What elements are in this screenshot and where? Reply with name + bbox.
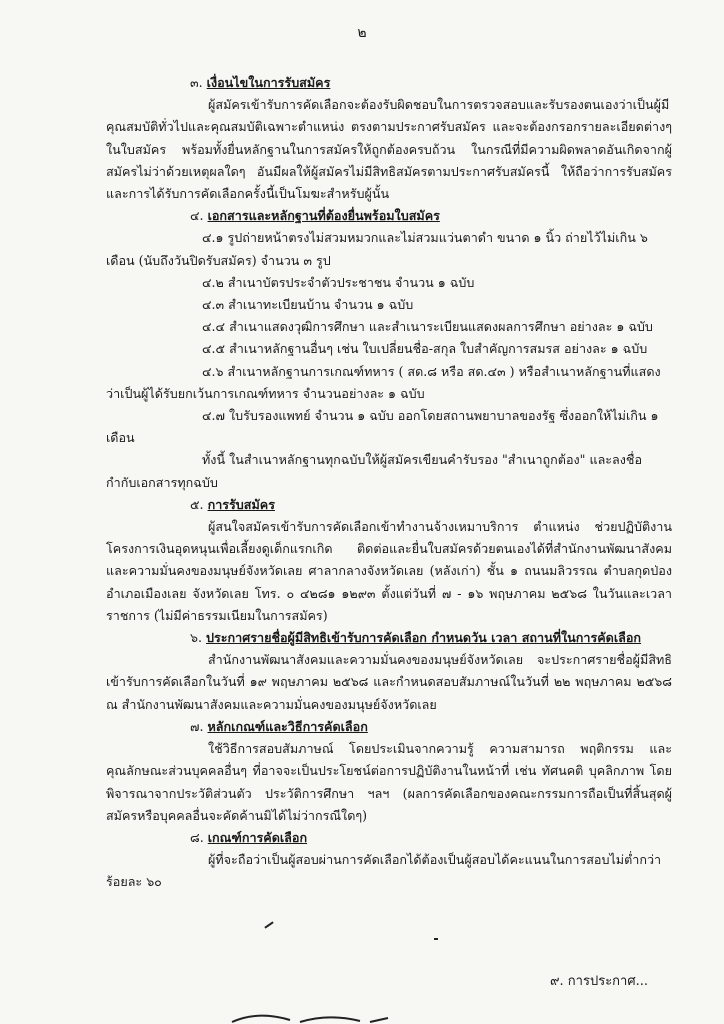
section-8-heading [106, 827, 672, 849]
doc-item-4-6: ๔.๖ สำเนาหลักฐานการเกณฑ์ทหาร ( สด.๘ หรือ สด.๔๓ ) หรือสำเนาหลักฐานที่แสดงว่าเป็นผู้ได้รับยกเว้นการเกณฑ์ทหาร จำนวนอย่างละ ๑ ฉบับ [106, 363, 661, 401]
section-7-paragraph: ใช้วิธีการสอบสัมภาษณ์ โดยประเมินจากความรู้ ความสามารถ พฤติกรรม และคุณลักษณะส่วนบุคคลอื่นๆ ที่อาจจะเป็นประโยชน์ต่อการปฏิบัติงานในหน้าที่ เช่น ทัศนคติ บุคลิกภาพ โดยพิจารณาจากประวัติส่วนตัว ประวัติการศึกษา ฯลฯ (ผลการคัดเลือกของคณะกรรมการถือเป็นที่สิ้นสุดผู้สมัครหรือบุคคลอื่นจะคัดค้านมิได้ไม่ว่ากรณีใดๆ) [106, 741, 672, 823]
section-8-paragraph: ผู้ที่จะถือว่าเป็นผู้สอบผ่านการคัดเลือกได้ต้องเป็นผู้สอบได้คะแนนในการสอบไม่ต่ำกว่าร้อยละ ๖๐ [106, 852, 662, 890]
doc-item-4-7: ๔.๗ ใบรับรองแพทย์ จำนวน ๑ ฉบับ ออกโดยสถานพยาบาลของรัฐ ซึ่งออกให้ไม่เกิน ๑ เดือน [106, 408, 659, 446]
page-number: ๒ [357, 25, 367, 41]
section-8-title: เกณฑ์การคัดเลือก [207, 829, 308, 845]
doc-item-4-5: ๔.๕ สำเนาหลักฐานอื่นๆ เช่น ใบเปลี่ยนชื่อ-สกุล ใบสำคัญการสมรส อย่างละ ๑ ฉบับ [202, 341, 648, 357]
cut-off-text-fragment [230, 1010, 390, 1024]
section-6-title: ประกาศรายชื่อผู้มีสิทธิเข้ารับการคัดเลือก กำหนดวัน เวลา สถานที่ในการคัดเลือก [206, 630, 642, 646]
section-4-heading [106, 205, 672, 227]
section-3-paragraph: ผู้สมัครเข้ารับการคัดเลือกจะต้องรับผิดชอบในการตรวจสอบและรับรองตนเองว่าเป็นผู้มีคุณสมบัติทั่วไปและคุณสมบัติเฉพาะตำแหน่ง ตรงตามประกาศรับสมัคร และจะต้องกรอกรายละเอียดต่างๆ ในใบสมัคร พร้อมทั้งยื่นหลักฐานในการสมัครให้ถูกต้องครบถ้วน ในกรณีที่มีความผิดพลาดอันเกิดจากผู้สมัครไม่ว่าด้วยเหตุผลใดๆ อันมีผลให้ผู้สมัครไม่มีสิทธิสมัครตามประกาศรับสมัครนี้ ให้ถือว่าการรับสมัครและการได้รับการคัดเลือกครั้งนี้เป็นโมฆะสำหรับผู้นั้น [106, 97, 672, 202]
section-5-number: ๕. [190, 496, 204, 512]
document-body [106, 72, 672, 894]
doc-item-4-1: ๔.๑ รูปถ่ายหน้าตรงไม่สวมหมวกและไม่สวมแว่นตาดำ ขนาด ๑ นิ้ว ถ่ายไว้ไม่เกิน ๖ เดือน (นับถึงวันปิดรับสมัคร) จำนวน ๓ รูป [106, 230, 648, 268]
section-4-note: ทั้งนี้ ในสำเนาหลักฐานทุกฉบับให้ผู้สมัครเขียนคำรับรอง "สำเนาถูกต้อง" และลงชื่อกำกับเอกสารทุกฉบับ [106, 452, 643, 490]
section-8-number: ๘. [190, 829, 204, 845]
section-3-number: ๓. [190, 75, 203, 90]
doc-item-4-3: ๔.๓ สำเนาทะเบียนบ้าน จำนวน ๑ ฉบับ [202, 297, 414, 313]
continuation-reference: ๙. การประกาศ... [550, 974, 648, 989]
section-6-heading [106, 627, 672, 649]
section-6-number: ๖. [190, 630, 202, 646]
section-5-title: การรับสมัคร [207, 496, 275, 512]
pen-mark-small [434, 938, 438, 940]
section-4-title: เอกสารและหลักฐานที่ต้องยื่นพร้อมใบสมัคร [207, 208, 440, 224]
section-3-title: เงื่อนไขในการรับสมัคร [206, 75, 331, 90]
section-7-title: หลักเกณฑ์และวิธีการคัดเลือก [207, 718, 368, 734]
section-3-heading [106, 72, 672, 94]
pen-mark [264, 921, 273, 928]
section-5-paragraph: ผู้สนใจสมัครเข้ารับการคัดเลือกเข้าทำงานจ้างเหมาบริการ ตำแหน่ง ช่วยปฏิบัติงานโครงการเงินอุดหนุนเพื่อเลี้ยงดูเด็กแรกเกิด ติดต่อและยื่นใบสมัครด้วยตนเองได้ที่สำนักงานพัฒนาสังคมและความมั่นคงของมนุษย์จังหวัดเลย ศาลากลางจังหวัดเลย (หลังเก่า) ชั้น ๑ ถนนมลิวรรณ ตำบลกุดป่อง อำเภอเมืองเลย จังหวัดเลย โทร. ๐ ๔๒๘๑ ๑๒๙๓ ตั้งแต่วันที่ ๗ - ๑๖ พฤษภาคม ๒๕๖๘ ในวันและเวลาราชการ (ไม่มีค่าธรรมเนียมในการสมัคร) [106, 519, 672, 623]
section-5-heading [106, 494, 672, 516]
section-7-heading [106, 716, 672, 738]
section-7-number: ๗. [190, 718, 204, 734]
doc-item-4-4: ๔.๔ สำเนาแสดงวุฒิการศึกษา และสำเนาระเบียนแสดงผลการศึกษา อย่างละ ๑ ฉบับ [202, 319, 653, 335]
doc-item-4-2: ๔.๒ สำเนาบัตรประจำตัวประชาชน จำนวน ๑ ฉบับ [202, 274, 475, 290]
section-6-paragraph: สำนักงานพัฒนาสังคมและความมั่นคงของมนุษย์จังหวัดเลย จะประกาศรายชื่อผู้มีสิทธิเข้ารับการคัดเลือกในวันที่ ๑๙ พฤษภาคม ๒๕๖๘ และกำหนดสอบสัมภาษณ์ในวันที่ ๒๒ พฤษภาคม ๒๕๖๘ ณ สำนักงานพัฒนาสังคมและความมั่นคงของมนุษย์จังหวัดเลย [106, 652, 672, 712]
section-4-number: ๔. [190, 208, 204, 224]
